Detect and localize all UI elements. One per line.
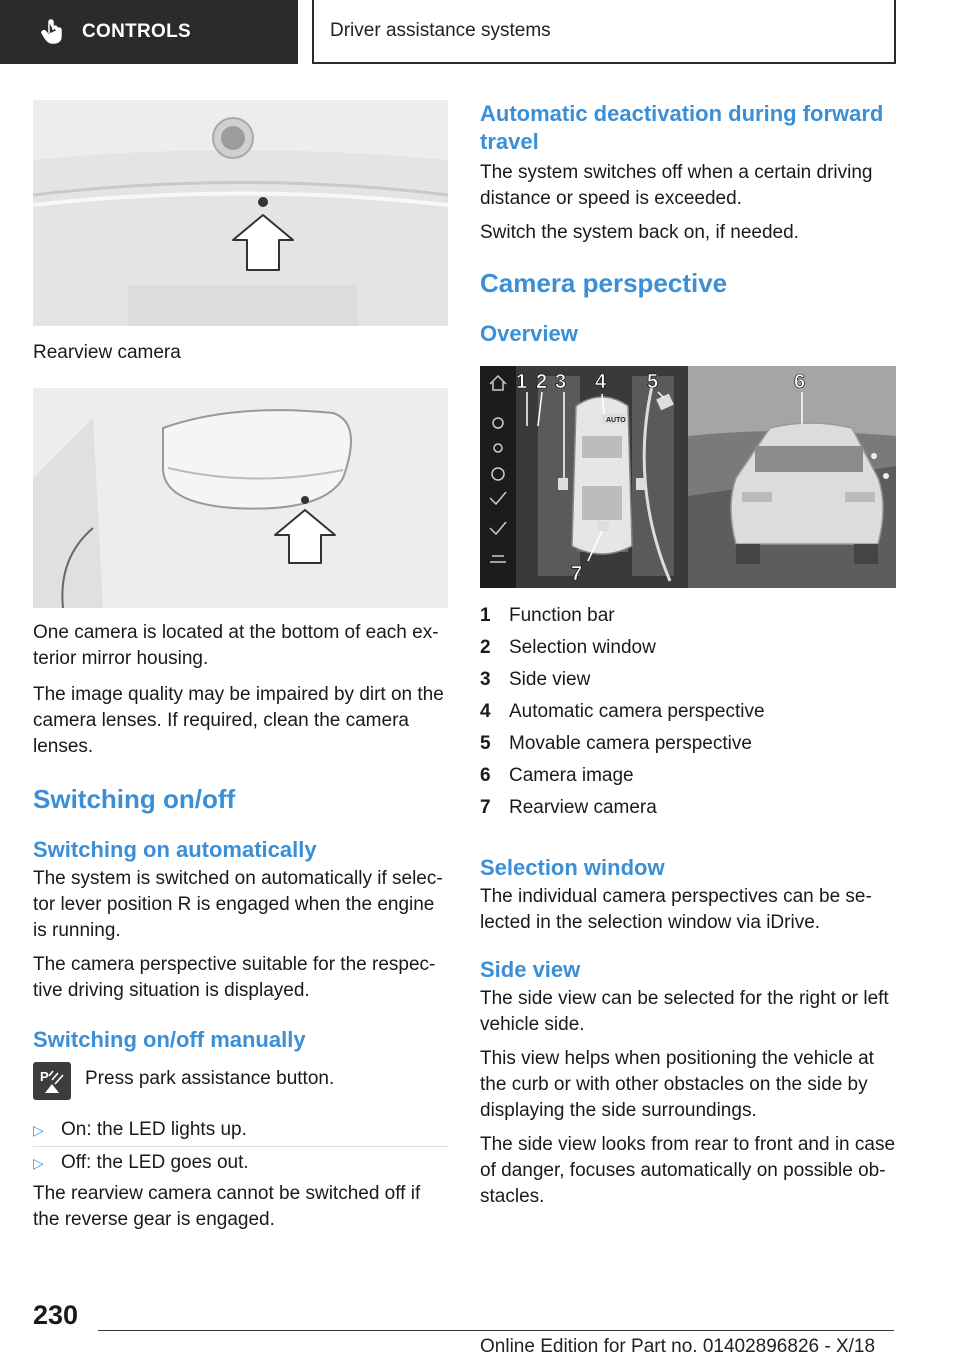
callout-3: 3 [555,371,567,393]
callout-6: 6 [794,371,806,393]
heading-deactivation: Automatic deactivation during forward travel [480,101,884,154]
left-column [33,100,448,1233]
heading-auto-on: Switching on automatically [33,837,317,862]
heading-selection-window: Selection window [480,855,665,880]
auto-on-text: The system is switched on automatically if selec-tor lever position R is engaged when the engine is running. [33,868,443,941]
heading-manual: Switching on/off manually [33,1027,306,1052]
rearview-camera-figure [33,100,448,326]
side-view-text-1: The side view can be selected for the right or left vehicle side. [480,988,889,1035]
header-section-tab [0,0,298,64]
legend-item: 6 Camera image [480,765,634,786]
hand-pointer-icon [40,19,66,45]
callout-4: 4 [595,371,607,393]
deactivation-text: The system switches off when a certain driving distance or speed is exceeded. [480,162,873,209]
footer-divider [98,1330,894,1331]
header-chapter-box [312,0,896,64]
callout-7: 7 [571,563,583,585]
auto-label: AUTO [606,417,626,424]
heading-side-view: Side view [480,957,581,982]
legend-item: 5 Movable camera perspective [480,733,752,754]
legend-item: 4 Automatic camera perspective [480,701,765,722]
figure-legend [480,600,896,824]
heading-switching: Switching on/off [33,784,236,814]
mirror-text: One camera is located at the bottom of each ex-terior mirror housing. [33,622,439,669]
triangle-bullet-icon: ▷ [33,1155,44,1171]
chapter-title: Driver assistance systems [330,20,551,41]
perspective-text: The camera perspective suitable for the respec-tive driving situation is displayed. [33,954,436,1001]
heading-overview: Overview [480,321,578,346]
list-item: ▷ Off: the LED goes out. [33,1147,448,1179]
park-assistance-button-icon [33,1062,71,1100]
page-number: 230 [33,1300,79,1330]
led-status-list [33,1114,448,1179]
figure-caption: Rearview camera [33,342,181,363]
selection-text: The individual camera perspectives can be se-lected in the selection window via iDrive. [480,886,872,933]
side-view-text-2: This view helps when positioning the vehicle at the curb or with other obstacles on the side by displaying the side surroundings. [480,1048,874,1121]
heading-camera-perspective: Camera perspective [480,268,728,298]
legend-item: 7 Rearview camera [480,797,657,818]
triangle-bullet-icon: ▷ [33,1122,44,1138]
reverse-text: The rearview camera cannot be switched off if the reverse gear is engaged. [33,1183,421,1230]
camera-perspective-figure [480,366,896,588]
side-view-text-3: The side view looks from rear to front and in case of danger, focuses automatically on possible ob-stacles. [480,1134,896,1207]
list-item: ▷ On: the LED lights up. [33,1114,448,1147]
quality-text: The image quality may be impaired by dirt on the camera lenses. If required, clean the camera lenses. [33,684,444,757]
svg-text:P: P [40,1069,49,1084]
switch-back-text: Switch the system back on, if needed. [480,222,799,243]
edition-text: Online Edition for Part no. 01402896826 - X/18 [480,1336,876,1357]
park-assist-row [33,1062,448,1100]
legend-item: 2 Selection window [480,637,656,658]
section-title: CONTROLS [82,21,192,42]
mirror-camera-figure [33,388,448,608]
callout-2: 2 [536,371,548,393]
legend-item: 3 Side view [480,669,591,690]
function-bar [480,366,516,588]
callout-5: 5 [647,371,659,393]
callout-1: 1 [516,371,528,393]
legend-item: 1 Function bar [480,605,615,626]
button-instruction: Press park assistance button. [85,1068,335,1089]
right-column [480,100,896,1210]
